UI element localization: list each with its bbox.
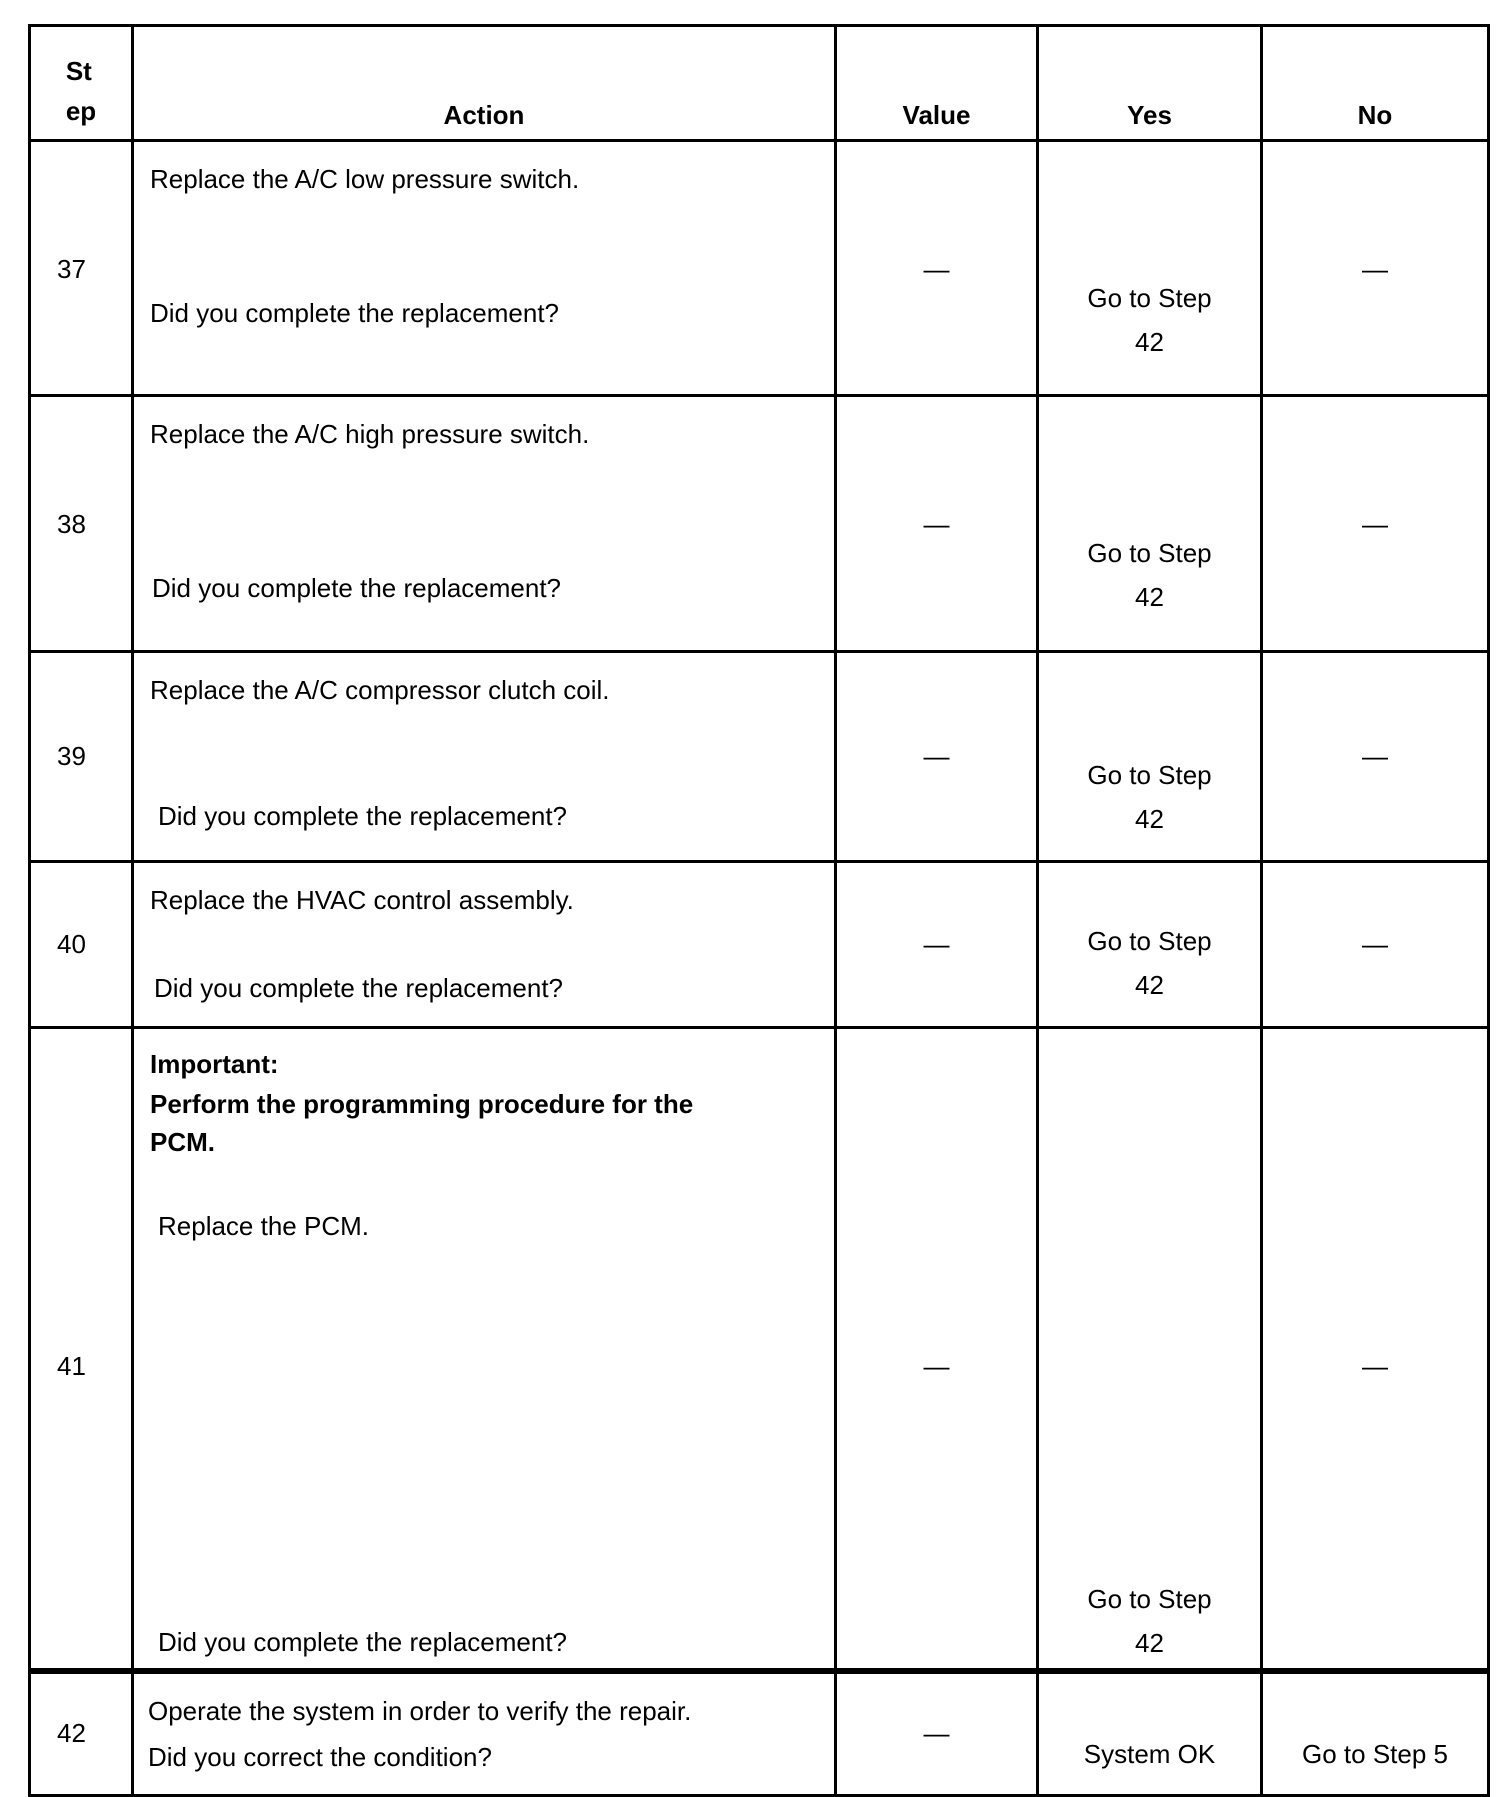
value-cell [836,396,1038,652]
yes-text-line1: Go to Step [1087,760,1212,790]
yes-text-line1: Go to Step [1087,926,1212,956]
header-row [30,26,1489,141]
value-cell [836,652,1038,862]
table-row [30,652,1489,862]
value-cell [836,862,1038,1028]
header-value: Value [836,26,1038,141]
header-step [30,26,133,141]
action-question: Did you correct the condition? [148,1741,492,1772]
value-cell [836,1028,1038,1671]
no-text: — [1362,509,1388,539]
step-number: 41 [57,1351,86,1381]
action-instruction: Replace the A/C high pressure switch. [150,419,590,449]
action-instruction: Operate the system in order to verify the repair. [148,1695,692,1726]
yes-cell [1038,862,1262,1028]
header-action: Action [133,26,836,141]
action-instruction: Replace the A/C low pressure switch. [150,164,580,194]
step-cell [30,862,133,1028]
table-row [30,396,1489,652]
important-text-line1: Perform the programming procedure for the [150,1089,694,1119]
no-cell [1262,141,1489,396]
yes-cell [1038,1028,1262,1671]
action-cell [133,141,836,396]
yes-cell [1038,396,1262,652]
no-text: — [1362,929,1388,959]
table-row [30,1671,1489,1796]
yes-cell [1038,141,1262,396]
action-question: Did you complete the replacement? [152,573,562,603]
step-cell [30,141,133,396]
step-number: 42 [57,1717,86,1748]
header-yes: Yes [1038,26,1262,141]
action-question: Did you complete the replacement? [158,801,568,831]
table-row [30,141,1489,396]
action-instruction: Replace the PCM. [158,1211,369,1241]
header-no: No [1262,26,1489,141]
value-text: — [923,254,950,284]
header-step-line2: ep [65,96,97,126]
step-number: 38 [57,509,86,539]
step-cell [30,652,133,862]
action-instruction: Replace the A/C compressor clutch coil. [150,675,610,705]
important-text-line2: PCM. [150,1127,215,1157]
action-cell [133,396,836,652]
value-cell [836,1671,1038,1796]
important-label: Important: [150,1049,279,1079]
action-cell [133,1028,836,1671]
no-text: Go to Step 5 [1302,1738,1448,1769]
action-instruction: Replace the HVAC control assembly. [150,885,574,915]
diagnostic-table [28,24,1490,1797]
yes-text-line2: 42 [1135,1628,1164,1658]
action-cell [133,1671,836,1796]
value-cell [836,141,1038,396]
no-cell [1262,396,1489,652]
no-cell [1262,862,1489,1028]
step-cell [30,1028,133,1671]
no-cell [1262,652,1489,862]
step-number: 39 [57,741,86,771]
yes-text-line2: 42 [1135,327,1164,357]
yes-cell [1038,1671,1262,1796]
action-cell [133,652,836,862]
table-row [30,1028,1489,1671]
yes-text-line2: 42 [1135,804,1164,834]
value-text: — [923,929,950,959]
no-text: — [1362,1351,1388,1381]
value-text: — [923,1351,950,1381]
action-question: Did you complete the replacement? [150,298,560,328]
no-cell [1262,1671,1489,1796]
header-step-line1: St [65,56,92,86]
table-row [30,862,1489,1028]
step-number: 40 [57,929,86,959]
yes-text-line1: Go to Step [1087,538,1212,568]
no-cell [1262,1028,1489,1671]
action-question: Did you complete the replacement? [154,973,564,1003]
yes-text: System OK [1083,1738,1216,1769]
value-text: — [923,741,950,771]
step-number: 37 [57,254,86,284]
no-text: — [1362,254,1388,284]
value-text: — [923,1717,950,1748]
no-text: — [1362,741,1388,771]
yes-text-line1: Go to Step [1087,283,1212,313]
yes-text-line1: Go to Step [1087,1584,1212,1614]
step-cell [30,396,133,652]
yes-text-line2: 42 [1135,582,1164,612]
action-cell [133,862,836,1028]
yes-text-line2: 42 [1135,970,1164,1000]
action-question: Did you complete the replacement? [158,1627,568,1657]
value-text: — [923,509,950,539]
yes-cell [1038,652,1262,862]
step-cell [30,1671,133,1796]
